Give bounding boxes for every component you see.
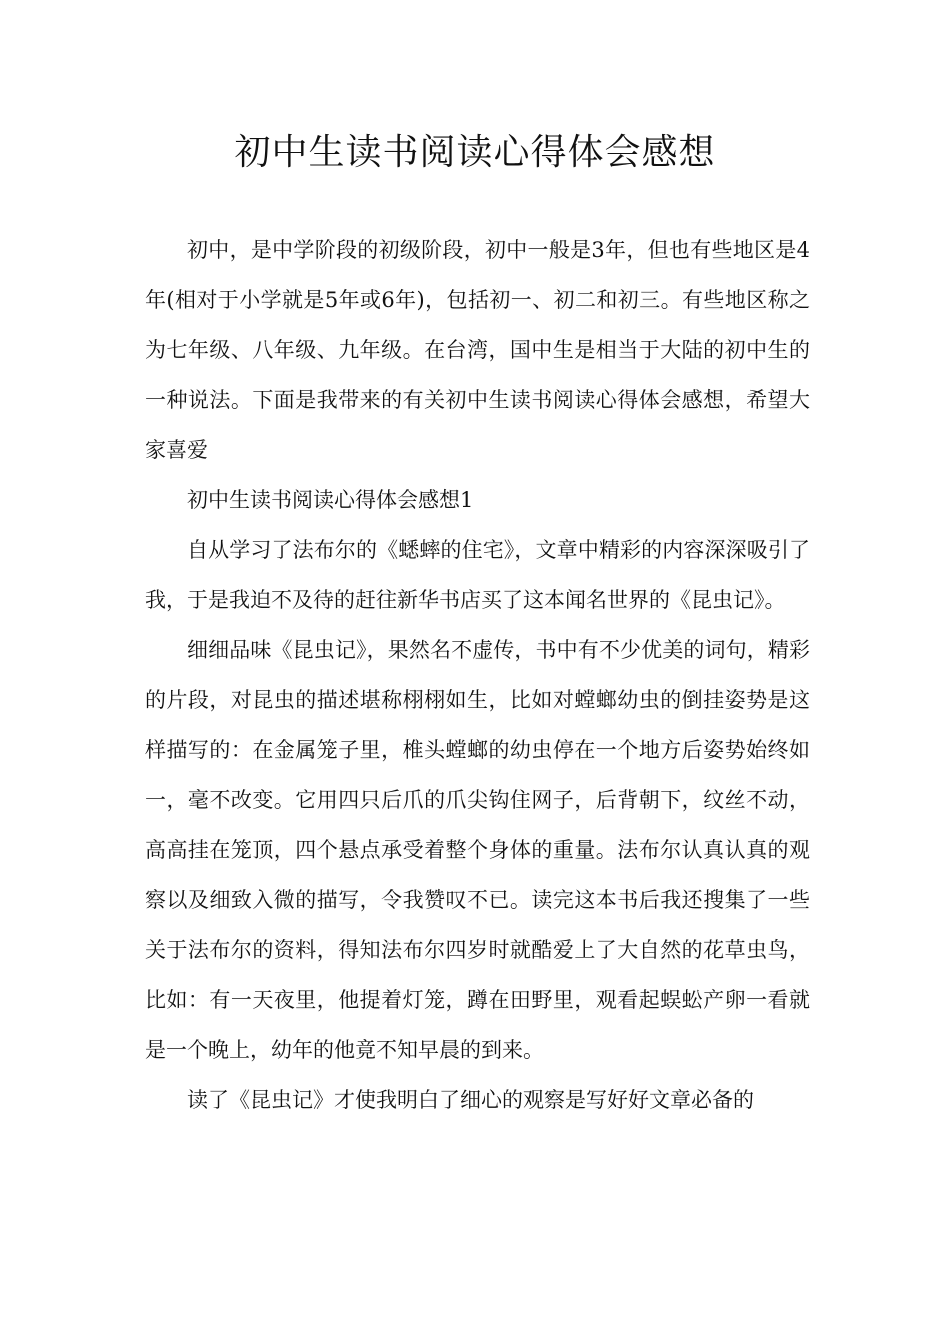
section-heading: 初中生读书阅读心得体会感想1 — [187, 488, 474, 512]
body-paragraph: 细细品味《昆虫记》，果然名不虚传，书中有不少优美的词句，精彩的片段，对昆虫的描述堪称栩栩如生，比如对螳螂幼虫的倒挂姿势是这样描写的：在金属笼子里，椎头螳螂的幼虫停在一个地方后姿势始终如一，毫不改变。它用四只后爪的爪尖钩住网子，后背朝下，纹丝不动，高高挂在笼顶，四个悬点承受着整个身体的重量。法布尔认真认真的观察以及细致入微的描写，令我赞叹不已。读完这本书后我还搜集了一些关于法布尔的资料，得知法布尔四岁时就酷爱上了大自然的花草虫鸟，比如：有一天夜里，他提着灯笼，蹲在田野里，观看起蜈蚣产卵一看就是一个晚上，幼年的他竟不知早晨的到来。 — [145, 638, 810, 1062]
body-paragraph: 读了《昆虫记》才使我明白了细心的观察是写好好文章必备的 — [187, 1088, 754, 1112]
intro-paragraph: 初中，是中学阶段的初级阶段，初中一般是3年，但也有些地区是4年(相对于小学就是5年或6年)，包括初一、初二和初三。有些地区称之为七年级、八年级、九年级。在台湾，国中生是相当于大陆的初中生的一种说法。下面是我带来的有关初中生读书阅读心得体会感想，希望大家喜爱 — [145, 238, 810, 462]
document-title: 初中生读书阅读心得体会感想 — [234, 132, 716, 173]
document-body — [145, 225, 810, 1125]
body-paragraph: 自从学习了法布尔的《蟋蟀的住宅》，文章中精彩的内容深深吸引了我，于是我迫不及待的赶往新华书店买了这本闻名世界的《昆虫记》。 — [145, 538, 810, 612]
